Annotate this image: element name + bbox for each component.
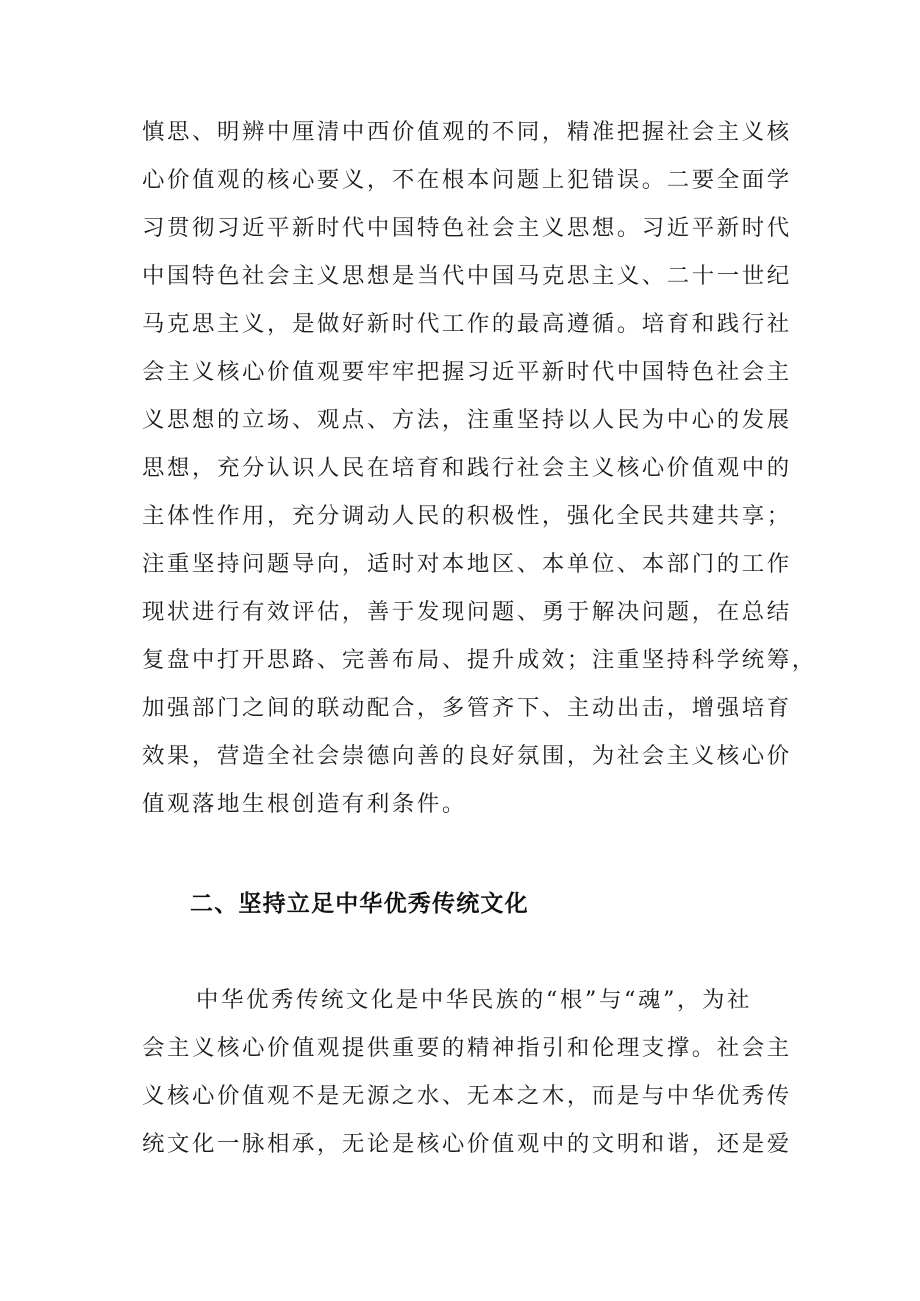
paragraph-1-line: 加强部门之间的联动配合，多管齐下、主动出击，增强培育 [142, 695, 792, 721]
paragraph-1-line: 思想，充分认识人民在培育和践行社会主义核心价值观中的 [142, 455, 792, 481]
paragraph-2-line: 义核心价值观不是无源之水、无本之木，而是与中华优秀传 [142, 1083, 792, 1109]
paragraph-1-line: 主体性作用，充分调动人民的积极性，强化全民共建共享； [142, 503, 792, 529]
paragraph-1-line: 习贯彻习近平新时代中国特色社会主义思想。习近平新时代 [142, 215, 792, 241]
paragraph-1-line: 会主义核心价值观要牢牢把握习近平新时代中国特色社会主 [142, 359, 792, 385]
paragraph-2-line: 会主义核心价值观提供重要的精神指引和伦理支撑。社会主 [142, 1035, 792, 1061]
paragraph-1-line: 中国特色社会主义思想是当代中国马克思主义、二十一世纪 [142, 263, 792, 289]
paragraph-1-line: 复盘中打开思路、完善布局、提升成效；注重坚持科学统筹， [142, 647, 817, 673]
paragraph-1-line: 注重坚持问题导向，适时对本地区、本单位、本部门的工作 [142, 551, 792, 577]
paragraph-1-line: 心价值观的核心要义，不在根本问题上犯错误。二要全面学 [142, 167, 792, 193]
paragraph-1-line: 马克思主义，是做好新时代工作的最高遵循。培育和践行社 [142, 311, 792, 337]
paragraph-1-line: 义思想的立场、观点、方法，注重坚持以人民为中心的发展 [142, 407, 792, 433]
section-heading: 二、坚持立足中华优秀传统文化 [190, 891, 529, 917]
paragraph-1-line: 效果，营造全社会崇德向善的良好氛围，为社会主义核心价 [142, 743, 792, 769]
paragraph-1-line: 值观落地生根创造有利条件。 [142, 791, 467, 817]
paragraph-1-line: 慎思、明辨中厘清中西价值观的不同，精准把握社会主义核 [142, 119, 792, 145]
paragraph-1 [142, 108, 817, 828]
paragraph-2-line: 中华优秀传统文化是中华民族的“根”与“魂”，为社 [196, 987, 752, 1013]
paragraph-1-line: 现状进行有效评估，善于发现问题、勇于解决问题，在总结 [142, 599, 792, 625]
paragraph-2 [142, 976, 802, 1168]
paragraph-2-line: 统文化一脉相承，无论是核心价值观中的文明和谐，还是爱 [142, 1131, 792, 1157]
